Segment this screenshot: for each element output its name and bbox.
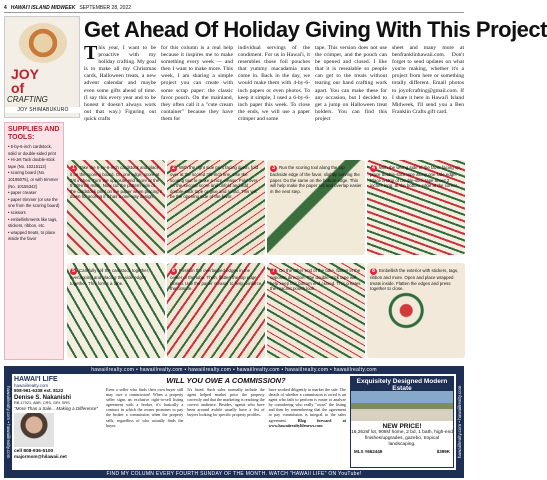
supply-item: • scissors xyxy=(8,210,60,217)
listing-photo xyxy=(351,391,453,421)
supply-item: • wrapped treats, to place inside the favor xyxy=(8,230,60,243)
listing-description: 16,262sf lot, 908sf home, 2 bd, 1 bath, high-end finishes/upgrades, gazebo, tropical landscaping. xyxy=(351,430,453,447)
article-body xyxy=(84,42,464,122)
page-header xyxy=(4,3,464,13)
listing-new-price: NEW PRICE! xyxy=(382,423,422,430)
body-column-3: individual servings of the condiment. For us in Hawai'i, it resembles those foil pouches that yummy macadamia nuts come in. Back in the day, we would make them with 4-by-6-inch papers or even photos. To keep it simple, I used a 6-by-6-inch paper this week. To close the ends, we will use a paper crimper and some xyxy=(238,45,310,122)
step-text: Embellish the exterior with stickers, tags, ribbon and more. Open and place wrapped treats inside. Flatten the edges and press together to close. xyxy=(370,268,459,292)
step-7-caption xyxy=(270,268,362,292)
step-number-badge: 3 xyxy=(270,165,277,172)
agent-motto: "More Than a Sale... Making a Difference" xyxy=(14,406,98,411)
ad-article-col-3: have worked diligently to market the sale. The details of whether a commission is owed is an agent who fails to perform is easier to analyze by considering who really "owns" the listing and then by remembering that the agreement to pay commission is integral to the sales agreement. Blog forward at www.hawaiirealtylifenews.com xyxy=(268,387,346,428)
ad-top-strip: hawaiilrealty.com • hawaiilrealty.com • hawaiilrealty.com • hawaiilrealty.com • hawaiilrealty.com • hawaiilrealty.com xyxy=(4,366,464,374)
agent-email: majormom@hilawaii.net xyxy=(14,454,67,459)
step-5-caption xyxy=(70,268,162,286)
step-number-badge: 5 xyxy=(70,268,77,275)
author-byline: JOY SHIMABUKURO xyxy=(5,107,81,113)
article-headline: Get Ahead Of Holiday Giving With This Project xyxy=(84,17,547,42)
supply-item: • 6-by-6-inch cardstock, solid or double-sided print xyxy=(8,144,60,157)
drop-cap: T xyxy=(84,42,98,64)
agent-name: Denise S. Nakanishi xyxy=(14,395,72,401)
logo-joy: JOY xyxy=(11,66,40,82)
supplies-list xyxy=(8,144,60,243)
step-text: On the other end of the tube, flatten in the opposite direction. The double-stick tape will help keep this bottom end closed. This creates the macnut pouch look. xyxy=(270,268,361,292)
column-logo xyxy=(4,16,80,118)
step-number-badge: 4 xyxy=(370,165,377,172)
body-column-2: for this column is a real help because it inspires me to make something every week — and then I want to make more. This week, I am sharing a simple project you can create with some scrap paper: the classic favor pouch. On the mainland, they often call it a "cute cream container" because they have them for xyxy=(161,45,233,122)
body-column-5: sheet and many more at benfranklinhawaii.com. Don't forget to send updates on what you're making, whether it's a project from here or something totally different. Email photos to joyofcrafting@gmail.com. If I share it here in Hawai'i Island Midweek, I'll send you a Ben Franklin Crafts gift card. xyxy=(392,45,464,115)
step-text: With the right side print facing down, fold over at the scored 3/8-inch line. Use the scoring tool to make a nice crease. Fold over on the second score and unfold and add double-stick tape or glue and refold. This will be the opening side of the favor. xyxy=(170,165,259,200)
step-text: Take the 6-by-6-inch cardstock and place it on the scoring board. On one edge, score at 3/8 inches. Turn the opposite end score at the 5 3/8-inch mark. Now cut the pattern side of the cardstock print on the paper when placing it down for scoring if it has a one-way design. xyxy=(70,165,163,200)
ad-right-strip: hawaiilrealty.com • hawaiilrealty.com xyxy=(456,374,464,470)
step-8-caption xyxy=(370,268,462,292)
property-listing xyxy=(350,376,454,468)
step-4-caption xyxy=(370,165,462,189)
ad-article xyxy=(106,376,346,468)
agency-url: hawaiilrealty.com xyxy=(14,383,49,388)
agency-phone: 808-961-6338 ext. 8122 xyxy=(14,388,64,393)
ad-article-col-2: It's listed. Such sales normally include the agent helped market price the property correctly and that the marketing is reaching the correct audience. Besides, agents who have been around awhile usually have a list of buyers looking for specific property profiles. xyxy=(187,387,265,418)
step-text: With the wrong side of the favor facing up, place double-stick tape along one side edge. Place a strip of double-stick tape about 2 inches long, at the bottom edge at the corner. xyxy=(370,165,462,189)
step-number-badge: 6 xyxy=(170,268,177,275)
supplies-sidebar xyxy=(4,122,64,360)
step-number-badge: 1 xyxy=(70,165,77,172)
step-text: Run the scoring tool along the top backside edge of the favor, slightly curving the paper. Do the same on the bottom edge. This will help make the paper roll and overlap easier in the next step. xyxy=(270,165,362,194)
listing-mls: MLS #662449 xyxy=(354,449,383,454)
step-number-badge: 8 xyxy=(370,268,377,275)
logo-of: of xyxy=(11,80,25,96)
page-number: 4 xyxy=(4,4,7,11)
ad-article-col-1: Even a seller who finds their own buyer still may owe a commission! When a property seller signs an exclusive right-to-sell listing agreement with a broker, it's basically a contract in which the owner promises to pay the broker a commission when the property sells, regardless of who actually finds the buyer. xyxy=(106,387,184,428)
publication-name: HAWAI'I ISLAND MIDWEEK xyxy=(10,4,76,11)
agent-cell: cell 808-936-5100 xyxy=(14,449,54,454)
step-number-badge: 7 xyxy=(270,268,277,275)
listing-banner: Exquisitely Designed Modern Estate xyxy=(351,377,453,391)
supply-item: • embellishments like tags, stickers, ribbon, etc. xyxy=(8,217,60,230)
issue-date: SEPTEMBER 28, 2022 xyxy=(79,4,132,11)
ad-bottom-strip: FIND MY COLUMN EVERY FOURTH SUNDAY OF THE MONTH. WATCH "HAWAII LIFE" ON YouTube! xyxy=(4,470,464,478)
supply-item: • paper trimmer (or use the one from the scoring board) xyxy=(8,197,60,210)
step-1-caption xyxy=(70,165,162,200)
agent-photo xyxy=(14,413,54,447)
supplies-heading: SUPPLIES AND TOOLS: xyxy=(8,126,60,141)
spool-graphic xyxy=(19,23,67,63)
step-number-badge: 2 xyxy=(170,165,177,172)
instruction-steps xyxy=(67,160,464,360)
agency-logo: HAWAI'I LIFE xyxy=(14,376,58,383)
supply-item: • scoring board (No. 10195075), or with trimmer (No. 10155342) xyxy=(8,170,60,190)
ad-left-strip: hawaiilrealty.com • hawaiilrealty.com xyxy=(4,374,12,470)
logo-crafting: CRAFTING xyxy=(7,95,48,104)
step-text: Carefully roll the cardstock together, overlapping and placing the side edges together. This forms a tube. xyxy=(70,268,150,286)
step-3-caption xyxy=(270,165,362,194)
ad-article-signoff: Blog forward at www.hawaiirealtylifenews.com xyxy=(268,417,346,428)
agent-panel xyxy=(14,376,104,468)
body-column-4: tape. This version does not use the crimper, and the pouch can be opened and closed. I like that it is resealable so people can get to the treats without tearing our hand crafting work apart. You can make these for any occasion, but I decided to get a jump on Halloween treat holders. You can find this project xyxy=(315,45,387,122)
agent-credentials: RB-17021, ABR, CRS, GRI, SRS xyxy=(14,401,70,405)
body-column-1: This year, I want to be proactive with my holiday crafting. My goal is to make all my Christmas cards, Halloween treats, a new advent calendar and maybe even some gifts ahead of time. (I say this every year and to be honest it doesn't always work out that way.) Figuring out quick crafts xyxy=(84,42,156,122)
step-2-caption xyxy=(170,165,262,200)
supply-item: • paper creaser xyxy=(8,190,60,197)
step-text: Position the overlapped edges in the center of the tube. Then, flatten the top edge closed. Use the paper creaser to help reinforce the closure. xyxy=(170,268,262,292)
ad-article-title: WILL YOU OWE A COMMISSION? xyxy=(166,376,286,385)
step-6-caption xyxy=(170,268,262,292)
listing-price: $399K xyxy=(436,449,450,454)
supply-item: • Hi-Jet Tack double-stick tape (No. 10215112) xyxy=(8,157,60,170)
listing-footer xyxy=(351,448,453,455)
